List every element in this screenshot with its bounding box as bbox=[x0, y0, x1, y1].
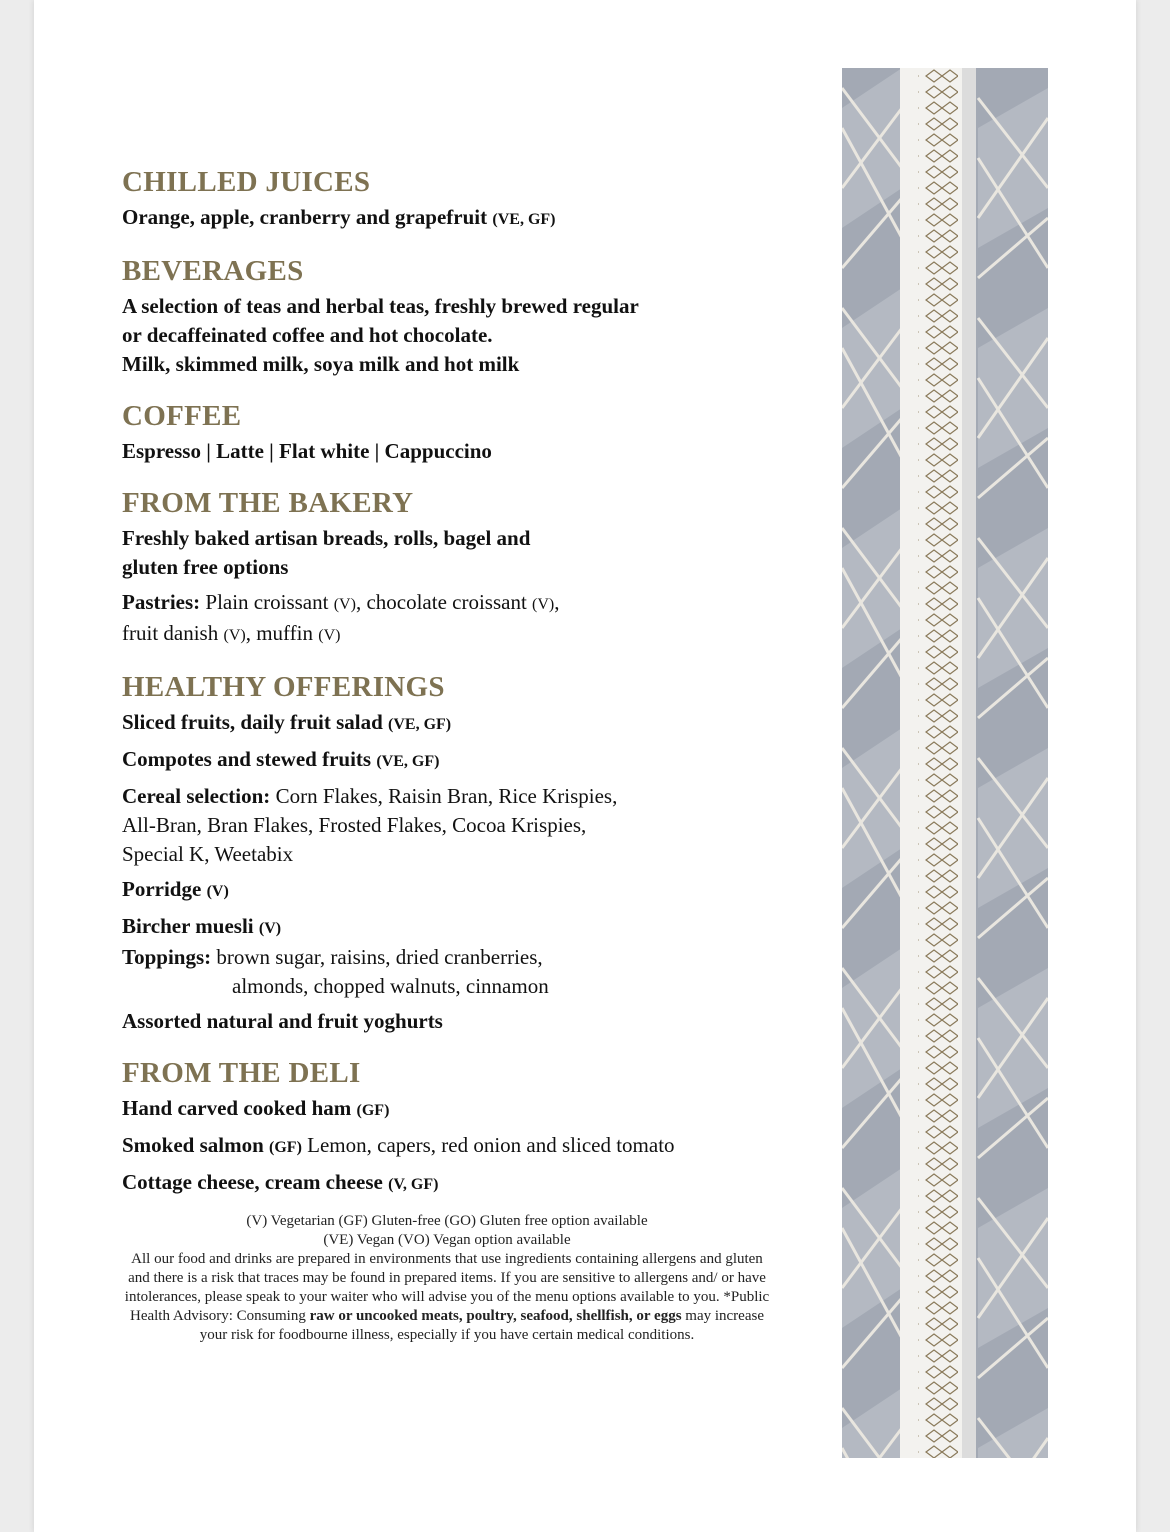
section-deli bbox=[122, 1056, 802, 1199]
menu-item: Cottage cheese, cream cheese (V, GF) bbox=[122, 1170, 439, 1194]
section-title: FROM THE BAKERY bbox=[122, 487, 414, 519]
menu-item: A selection of teas and herbal teas, freshly brewed regular bbox=[122, 294, 639, 318]
menu-item: Bircher muesli (V) bbox=[122, 914, 282, 938]
legend-line: (VE) Vegan (VO) Vegan option available bbox=[323, 1232, 571, 1248]
menu-item-pastries: Pastries: Plain croissant (V), chocolate croissant (V), bbox=[122, 590, 560, 614]
menu-content bbox=[122, 165, 802, 1219]
section-coffee bbox=[122, 399, 802, 466]
menu-item: gluten free options bbox=[122, 555, 289, 579]
section-title: FROM THE DELI bbox=[122, 1057, 361, 1089]
menu-page bbox=[34, 0, 1136, 1532]
menu-item: Compotes and stewed fruits (VE, GF) bbox=[122, 747, 440, 771]
menu-item: Assorted natural and fruit yoghurts bbox=[122, 1009, 443, 1033]
section-bakery bbox=[122, 486, 802, 650]
menu-item-cereal: Cereal selection: Corn Flakes, Raisin Bran, Rice Krispies, bbox=[122, 784, 618, 808]
menu-item-toppings: Toppings: brown sugar, raisins, dried cranberries, bbox=[122, 945, 543, 969]
menu-item: Sliced fruits, daily fruit salad (VE, GF) bbox=[122, 710, 452, 734]
menu-item-toppings-cont: almonds, chopped walnuts, cinnamon bbox=[232, 974, 549, 998]
menu-item: Orange, apple, cranberry and grapefruit (VE, GF) bbox=[122, 205, 556, 229]
section-title: BEVERAGES bbox=[122, 255, 304, 287]
section-title: CHILLED JUICES bbox=[122, 166, 371, 198]
decorative-banner bbox=[842, 68, 1048, 1458]
section-beverages bbox=[122, 254, 802, 379]
allergen-footnote bbox=[122, 1212, 772, 1345]
section-healthy bbox=[122, 670, 802, 1036]
menu-item: Milk, skimmed milk, soya milk and hot milk bbox=[122, 352, 520, 376]
menu-item-cereal-cont: All-Bran, Bran Flakes, Frosted Flakes, Cocoa Krispies, bbox=[122, 813, 587, 837]
menu-item-cereal-cont: Special K, Weetabix bbox=[122, 842, 294, 866]
menu-item: Smoked salmon (GF) Lemon, capers, red onion and sliced tomato bbox=[122, 1133, 675, 1157]
menu-item: Freshly baked artisan breads, rolls, bagel and bbox=[122, 526, 531, 550]
section-title: COFFEE bbox=[122, 400, 242, 432]
section-chilled-juices bbox=[122, 165, 802, 234]
allergen-notice: All our food and drinks are prepared in environments that use ingredients containing allergens and gluten and there is a risk that traces may be found in prepared items. If you are sensitive to allergens and/ or have intolerances, please speak to your waiter who will advise you of the menu options available to you. *Public Health Advisory: Consuming raw or uncooked meats, poultry, seafood, shellfish, or eggs may increase your risk for foodbourne illness, especially if you have certain medical conditions. bbox=[124, 1251, 770, 1343]
legend-line: (V) Vegetarian (GF) Gluten-free (GO) Gluten free option available bbox=[246, 1213, 648, 1229]
menu-item: Espresso | Latte | Flat white | Cappuccino bbox=[122, 439, 492, 463]
menu-item: Hand carved cooked ham (GF) bbox=[122, 1096, 390, 1120]
dietary-tag: (VE, GF) bbox=[492, 211, 556, 228]
section-title: HEALTHY OFFERINGS bbox=[122, 671, 445, 703]
menu-item: Porridge (V) bbox=[122, 877, 229, 901]
menu-item-pastries-cont: fruit danish (V), muffin (V) bbox=[122, 621, 341, 645]
menu-item: or decaffeinated coffee and hot chocolate. bbox=[122, 323, 493, 347]
